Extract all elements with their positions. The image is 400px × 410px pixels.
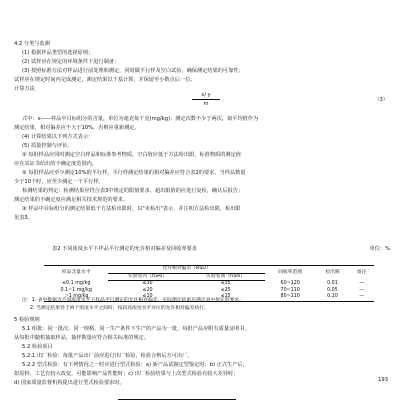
- equation-numerator: x/ y: [201, 92, 211, 98]
- paragraph-line: 试样应在规定时间内完成测定，测定结果以干基计算，并保留至小数点后一位。: [14, 77, 196, 83]
- paragraph-line: 测定结果的不确定度应满足相关技术规范的要求。: [14, 197, 129, 203]
- table-note: 2. 当测定结果处于两个浓度水平之间时，按较高浓度水平对应的允许相对偏差执行。: [30, 306, 209, 311]
- equation-denominator: m: [203, 101, 209, 107]
- paragraph-line: ② 每批样品应至少测定10%的平行样，平行样测定结果的相对偏差应符合表2的要求，当样品数量: [22, 170, 246, 176]
- paragraph-line: (3) 按照标准方法对样品进行前处理和测定，同时做平行样及空白试验，确保测定结果的可靠性；: [22, 68, 244, 74]
- paragraph-line: (2) 试样应在规定的环境条件下进行制备；: [22, 59, 120, 65]
- footer-rule: [118, 399, 236, 400]
- paragraph-line: ① 每批样品应同时测定空白样品和标准参考物质，空白值应低于方法检出限，标准物质的测定值: [22, 152, 241, 158]
- paragraph-line: 计算方法: [14, 86, 35, 92]
- paragraph-line: (5) 质量控制与评价。: [22, 143, 73, 149]
- equation-number: （3）: [374, 97, 388, 103]
- paragraph-line: 5.2.2 型式检验：有下列情况之一时应进行型式检验：a) 新产品试制定型鉴定时；b) 正式生产后，: [22, 362, 248, 368]
- fraction-bar: [192, 99, 220, 100]
- paragraph-line: ③ 样品中目标组分的测定结果低于方法检出限时，以"未检出"表示，并注明方法检出限，检出限: [22, 206, 241, 212]
- table-header: 备注: [356, 270, 367, 276]
- table-header: 检出限: [325, 270, 340, 276]
- subsection-heading: 5.2 检验项目: [22, 344, 53, 350]
- paragraph-line: 5.1 组批：同一批次、同一规格、同一生产条件下生产的产品为一批，每批产品应附有质量证明书。: [22, 326, 250, 332]
- table-cell: ≤15: [220, 294, 231, 300]
- table-cell: 0.1~1 mg/kg: [60, 287, 92, 293]
- paragraph-line: 应在其证书给出的不确定度范围内。: [14, 161, 98, 167]
- table-cell: 0.01: [327, 280, 338, 286]
- table-cell: ≤0.1 mg/kg: [62, 280, 91, 286]
- page-number: 193: [378, 377, 388, 383]
- table-row: [44, 281, 374, 288]
- paragraph-line: d) 国家质量监督机构提出进行型式检验要求时。: [14, 380, 125, 386]
- table-subheader: 实验室内（n≥6）: [108, 273, 186, 281]
- table-cell: ＞1 mg/kg: [63, 294, 89, 300]
- table-cell: ≤10: [142, 294, 153, 300]
- paragraph-line: 少于10个时，应至少测定一个平行样。: [14, 179, 104, 185]
- table-cell: 70~110: [280, 287, 300, 293]
- paragraph-line: 见表3。: [14, 215, 33, 221]
- table-cell: ≤25: [220, 287, 231, 293]
- section-heading: 5 检验规则: [14, 317, 40, 323]
- paragraph-line: 式中：x——样品中目标组分的含量，单位为毫克每千克(mg/kg)；测定次数不少于两次，取平均值作为: [22, 116, 259, 122]
- table-cell: ≤30: [142, 281, 153, 287]
- table-cell: 0.10: [327, 294, 338, 300]
- table-row: [44, 288, 374, 295]
- table-cell: 80~110: [280, 294, 300, 300]
- paragraph-line: (1) 根据样品类型的选择原则；: [22, 50, 94, 56]
- table-subheader: 实验室间（n≥6）: [187, 273, 265, 281]
- table-group-header: 允许相对偏差（RSD）: [108, 266, 264, 274]
- table-unit: 单位：%: [369, 246, 390, 252]
- table-caption: 表2 不同浓度水平下样品平行测定的允许相对偏差及回收率要求: [52, 246, 198, 252]
- table-header: 样品含量水平: [61, 270, 91, 276]
- equation: [186, 92, 226, 107]
- table-note: 注：1. 表中数据为不同浓度水平下样品平行测定的允许相对偏差，实际测定结果应满足表中规定的要求。: [22, 298, 244, 303]
- table-cell: 60~120: [280, 280, 300, 286]
- paragraph-line: 测定结果，相对偏差应不大于10%，否则应重新测定。: [14, 125, 140, 131]
- table-cell: —: [359, 294, 364, 300]
- table-cell: ≤35: [220, 281, 231, 287]
- paragraph-line: 检测结果的判定：检测结果应符合表3中规定的限值要求，超出限值的应进行复检，确认后报告；: [22, 188, 244, 194]
- paragraph-line: 如原料、工艺有较大改变，可能影响产品性能时；c) 出厂检验结果与上次型式检验有较大差异时；: [14, 371, 239, 377]
- table-header: 回收率范围: [278, 270, 303, 276]
- paragraph-line: 5.2.1 出厂检验：每批产品出厂前应进行出厂检验，检验合格后方可出厂。: [22, 353, 193, 359]
- table-cell: —: [359, 287, 364, 293]
- table-cell: ≤20: [142, 287, 153, 293]
- table-cell: 0.05: [327, 287, 338, 293]
- table-cell: —: [359, 280, 364, 286]
- paragraph-line: (4) 计算结果以下列方式表示：: [22, 134, 94, 140]
- section-heading: 4.2 分类与监测: [14, 41, 50, 47]
- paragraph-line: 从每批中随机抽取样品，抽样数量应符合相关标准的规定。: [14, 335, 149, 341]
